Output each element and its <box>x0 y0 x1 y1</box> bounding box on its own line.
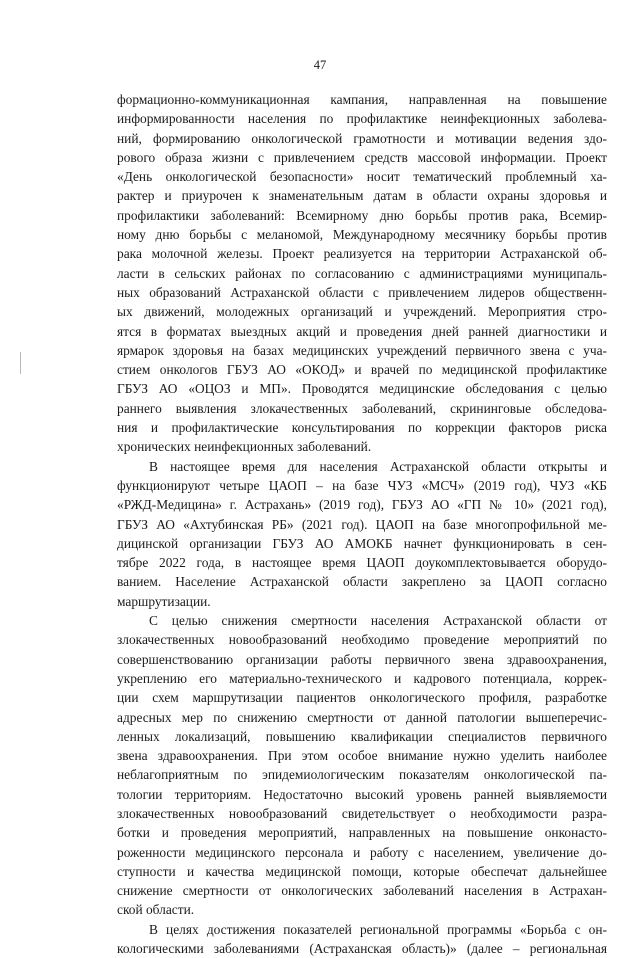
body-text <box>117 90 607 958</box>
text-line: «РЖД-Медицина» г. Астрахань» (2019 год), ГБУЗ АО «ГП № 10» (2021 год), <box>117 497 607 513</box>
text-line: рактер и приурочен к знаменательным датам в области охраны здоровья и <box>117 188 607 204</box>
text-line: снижение смертности от онкологических заболеваний населения в Астрахан- <box>117 883 607 899</box>
scan-margin-mark <box>20 352 21 374</box>
text-line: адресных мер по снижению смертности от данной патологии вышеперечис- <box>117 709 607 725</box>
text-line: профилактики заболеваний: Всемирному дню борьбы против рака, Всемир- <box>117 207 607 223</box>
text-line: «День онкологической безопасности» носит тематический проблемный ха- <box>117 169 607 185</box>
text-line: ния и профилактические консультирования по коррекции факторов риска <box>117 420 607 436</box>
text-line: злокачественных новообразований необходимо проведение мероприятий по <box>117 632 607 648</box>
text-line: ленных локализаций, повышению квалификации специалистов первичного <box>117 728 607 744</box>
text-line: ых движений, молодежных организаций и учреждений. Мероприятия стро- <box>117 304 607 320</box>
text-line: ботки и проведения мероприятий, направленных на повышение онконасто- <box>117 825 607 841</box>
text-line: стием онкологов ГБУЗ АО «ОКОД» и врачей по медицинской профилактике <box>117 362 607 378</box>
text-line: ному дню борьбы с меланомой, Международному месячнику борьбы против <box>117 227 607 243</box>
text-line: роженности медицинского персонала и работу с населением, увеличение до- <box>117 844 607 860</box>
text-line: дицинской организации ГБУЗ АО АМОКБ начнет функционировать в сен- <box>117 535 607 551</box>
text-line: ных образований Астраханской области с привлечением лидеров общественн- <box>117 284 607 300</box>
text-line: ГБУЗ АО «ОЦОЗ и МП». Проводятся медицинские обследования с целью <box>117 381 607 397</box>
text-line: злокачественных новообразований свидетельствует о необходимости разра- <box>117 805 607 821</box>
text-line: рового образа жизни с привлечением средств массовой информации. Проект <box>117 149 607 165</box>
text-line: информированности населения по профилактике неинфекционных заболева- <box>117 111 607 127</box>
text-line: раннего выявления злокачественных заболеваний, скрининговые обследова- <box>117 400 607 416</box>
text-line: звена здравоохранения. При этом особое внимание нужно уделить наиболее <box>117 748 607 764</box>
text-line: ской области. <box>117 902 195 918</box>
text-line: В целях достижения показателей региональной программы «Борьба с он- <box>149 921 607 937</box>
text-line: функционируют четыре ЦАОП – на базе ЧУЗ «МСЧ» (2019 год), ЧУЗ «КБ <box>117 477 607 493</box>
text-line: В настоящее время для населения Астраханской области открыты и <box>149 458 607 474</box>
text-line: маршрутизации. <box>117 593 211 609</box>
text-line: ний, формированию онкологической грамотности и мотивации ведения здо- <box>117 130 607 146</box>
text-line: ции схем маршрутизации пациентов онкологического профиля, разработке <box>117 690 607 706</box>
text-line: рака молочной железы. Проект реализуется на территории Астраханской об- <box>117 246 607 262</box>
text-line: неблагоприятным по эпидемиологическим показателям онкологической па- <box>117 767 607 783</box>
paragraph <box>117 611 607 920</box>
text-line: совершенствованию организации работы первичного звена здравоохранения, <box>117 651 607 667</box>
text-line: тологии территориям. Недостаточно высокий уровень ранней выявляемости <box>117 786 607 802</box>
text-line: ГБУЗ АО «Ахтубинская РБ» (2021 год). ЦАОП на базе многопрофильной ме- <box>117 516 607 532</box>
paragraph <box>117 90 607 457</box>
text-line: ванием. Население Астраханской области закреплено за ЦАОП согласно <box>117 574 607 590</box>
text-line: укреплению его материально-технического и кадрового потенциала, коррек- <box>117 670 607 686</box>
text-line: ступности и качества медицинской помощи, которые обеспечат дальнейшее <box>117 863 607 879</box>
page-number: 47 <box>313 58 327 72</box>
text-line: ятся в форматах выездных акций и проведения дней ранней диагностики и <box>117 323 607 339</box>
text-line: хронических неинфекционных заболеваний. <box>117 439 372 455</box>
paragraph <box>117 457 607 611</box>
text-line: кологическими заболеваниями (Астраханская область)» (далее – региональная <box>117 941 607 957</box>
text-line: ласти в сельских районах по согласованию с администрациями муниципаль- <box>117 265 607 281</box>
text-line: тябре 2022 года, в настоящее время ЦАОП доукомплектовывается оборудо- <box>117 555 607 571</box>
text-line: С целью снижения смертности населения Астраханской области от <box>149 613 607 629</box>
text-line: ярмарок здоровья на базах медицинских учреждений первичного звена с уча- <box>117 342 607 358</box>
paragraph <box>117 920 607 958</box>
text-line: формационно-коммуникационная кампания, направленная на повышение <box>117 92 607 107</box>
